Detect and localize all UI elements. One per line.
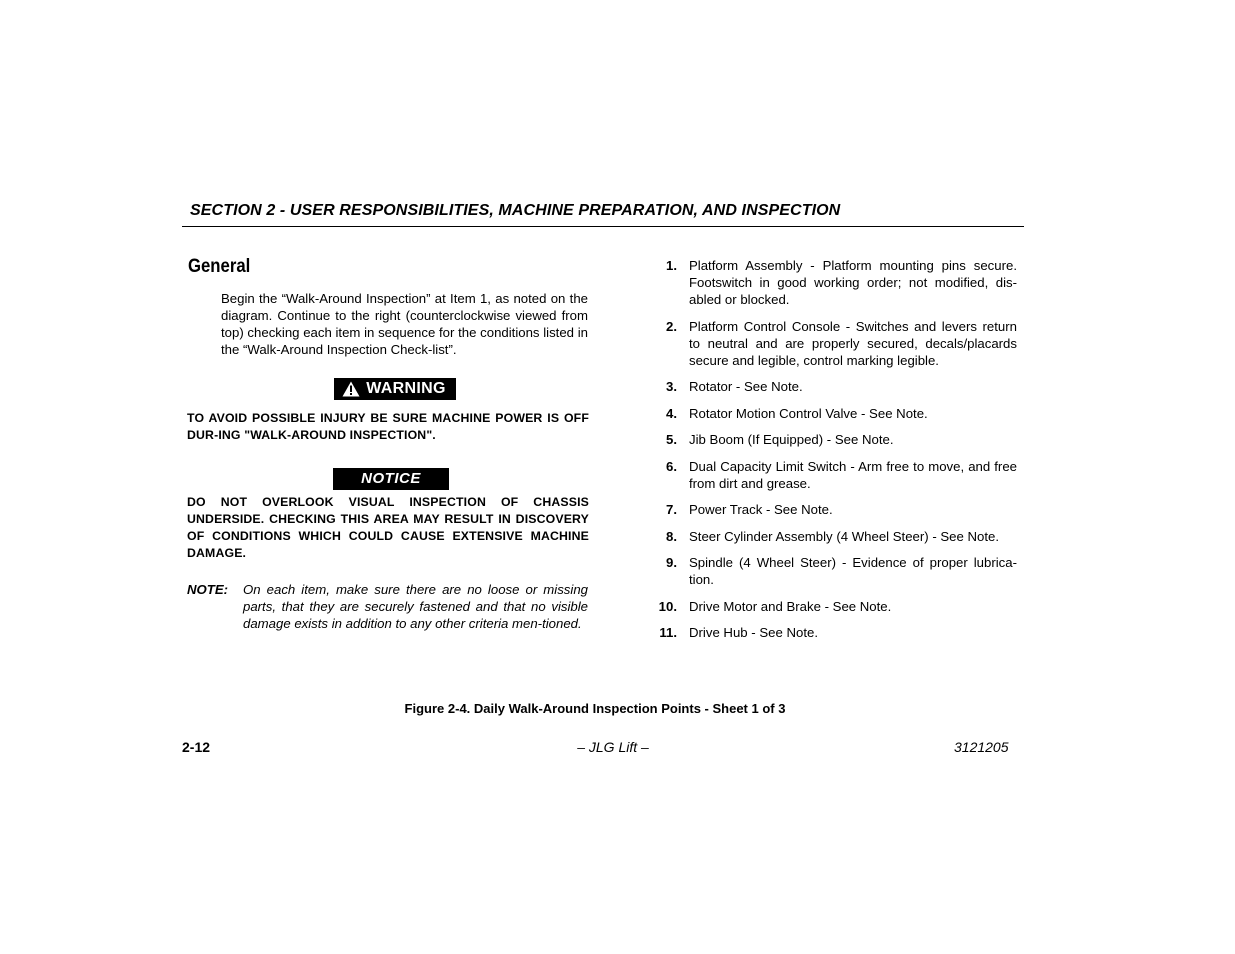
checklist-item-text: Steer Cylinder Assembly (4 Wheel Steer) - See Note.	[689, 528, 1000, 544]
checklist-item	[643, 318, 1017, 369]
checklist-item-number: 7.	[666, 502, 677, 517]
document-number: 3121205	[954, 739, 1009, 755]
checklist-item	[643, 501, 1017, 518]
warning-badge-wrap	[187, 378, 589, 402]
checklist-item-number: 10.	[658, 598, 677, 614]
checklist-item	[643, 624, 1017, 641]
inspection-checklist	[643, 257, 1017, 651]
checklist-item	[643, 378, 1017, 395]
left-column	[187, 256, 589, 632]
general-heading: General	[188, 256, 251, 277]
warning-label: WARNING	[366, 380, 446, 397]
checklist-item	[643, 405, 1017, 422]
checklist-item-text: Jib Boom (If Equipped) - See Note.	[689, 432, 894, 447]
notice-text: DO NOT OVERLOOK VISUAL INSPECTION OF CHASSIS UNDERSIDE. CHECKING THIS AREA MAY RESULT IN DISCOVERY OF CONDITIONS WHICH COULD CAUSE EXTENSIVE MACHINE DAMAGE.	[187, 495, 589, 560]
warning-text: TO AVOID POSSIBLE INJURY BE SURE MACHINE POWER IS OFF DUR-ING "WALK-AROUND INSPECTION".	[187, 411, 589, 442]
warning-badge	[334, 378, 455, 400]
checklist-item	[643, 528, 1017, 545]
checklist-item-text: Drive Hub - See Note.	[689, 625, 818, 640]
checklist-item-number: 8.	[666, 528, 677, 544]
note-text: On each item, make sure there are no loose or missing parts, that they are securely fastened and that no visible damage exists in addition to any other criteria men-tioned.	[243, 582, 588, 631]
general-intro: Begin the “Walk-Around Inspection” at Item 1, as noted on the diagram. Continue to the right (counterclockwise viewed from top) checking each item in sequence for the conditions listed in the “Walk-Around Inspection Check-list”.	[221, 291, 588, 357]
footer-brand: – JLG Lift –	[577, 739, 649, 755]
checklist-item-number: 3.	[666, 379, 677, 394]
checklist-item	[643, 257, 1017, 308]
checklist-item-number: 5.	[666, 432, 677, 447]
checklist-item	[643, 458, 1017, 492]
page-number: 2-12	[182, 739, 211, 755]
header-rule	[182, 226, 1024, 227]
warning-triangle-icon	[342, 381, 360, 397]
note-label: NOTE:	[187, 582, 229, 597]
checklist-item-text: Rotator Motion Control Valve - See Note.	[689, 405, 928, 421]
checklist-item-text: Power Track - See Note.	[689, 502, 833, 517]
checklist-item-number: 11.	[659, 625, 677, 640]
checklist-item-text: Platform Assembly - Platform mounting pins secure. Footswitch in good working order; not modified, dis-abled or blocked.	[689, 258, 1017, 307]
checklist-item-text: Spindle (4 Wheel Steer) - Evidence of proper lubrica-tion.	[689, 555, 1017, 587]
checklist-item-text: Platform Control Console - Switches and levers return to neutral and are properly secured, decals/placards secure and legible, control marking legible.	[689, 318, 1017, 368]
checklist-item-number: 2.	[666, 318, 677, 334]
checklist-item-text: Dual Capacity Limit Switch - Arm free to move, and free from dirt and grease.	[689, 458, 1017, 491]
checklist-item-text: Drive Motor and Brake - See Note.	[689, 598, 892, 614]
checklist-item	[643, 598, 1017, 615]
section-title: SECTION 2 - USER RESPONSIBILITIES, MACHINE PREPARATION, AND INSPECTION	[190, 202, 841, 219]
checklist-item-number: 6.	[666, 458, 677, 474]
note-block	[187, 581, 589, 632]
checklist-item-number: 4.	[666, 405, 677, 421]
checklist-item-text: Rotator - See Note.	[689, 379, 803, 394]
checklist-item	[643, 554, 1017, 588]
checklist-item-number: 9.	[666, 555, 677, 570]
figure-caption: Figure 2-4. Daily Walk-Around Inspection Points - Sheet 1 of 3	[404, 701, 786, 716]
checklist-item-number: 1.	[666, 258, 677, 273]
checklist-item	[643, 431, 1017, 448]
notice-badge-wrap	[187, 468, 589, 490]
notice-badge: NOTICE	[333, 468, 449, 490]
